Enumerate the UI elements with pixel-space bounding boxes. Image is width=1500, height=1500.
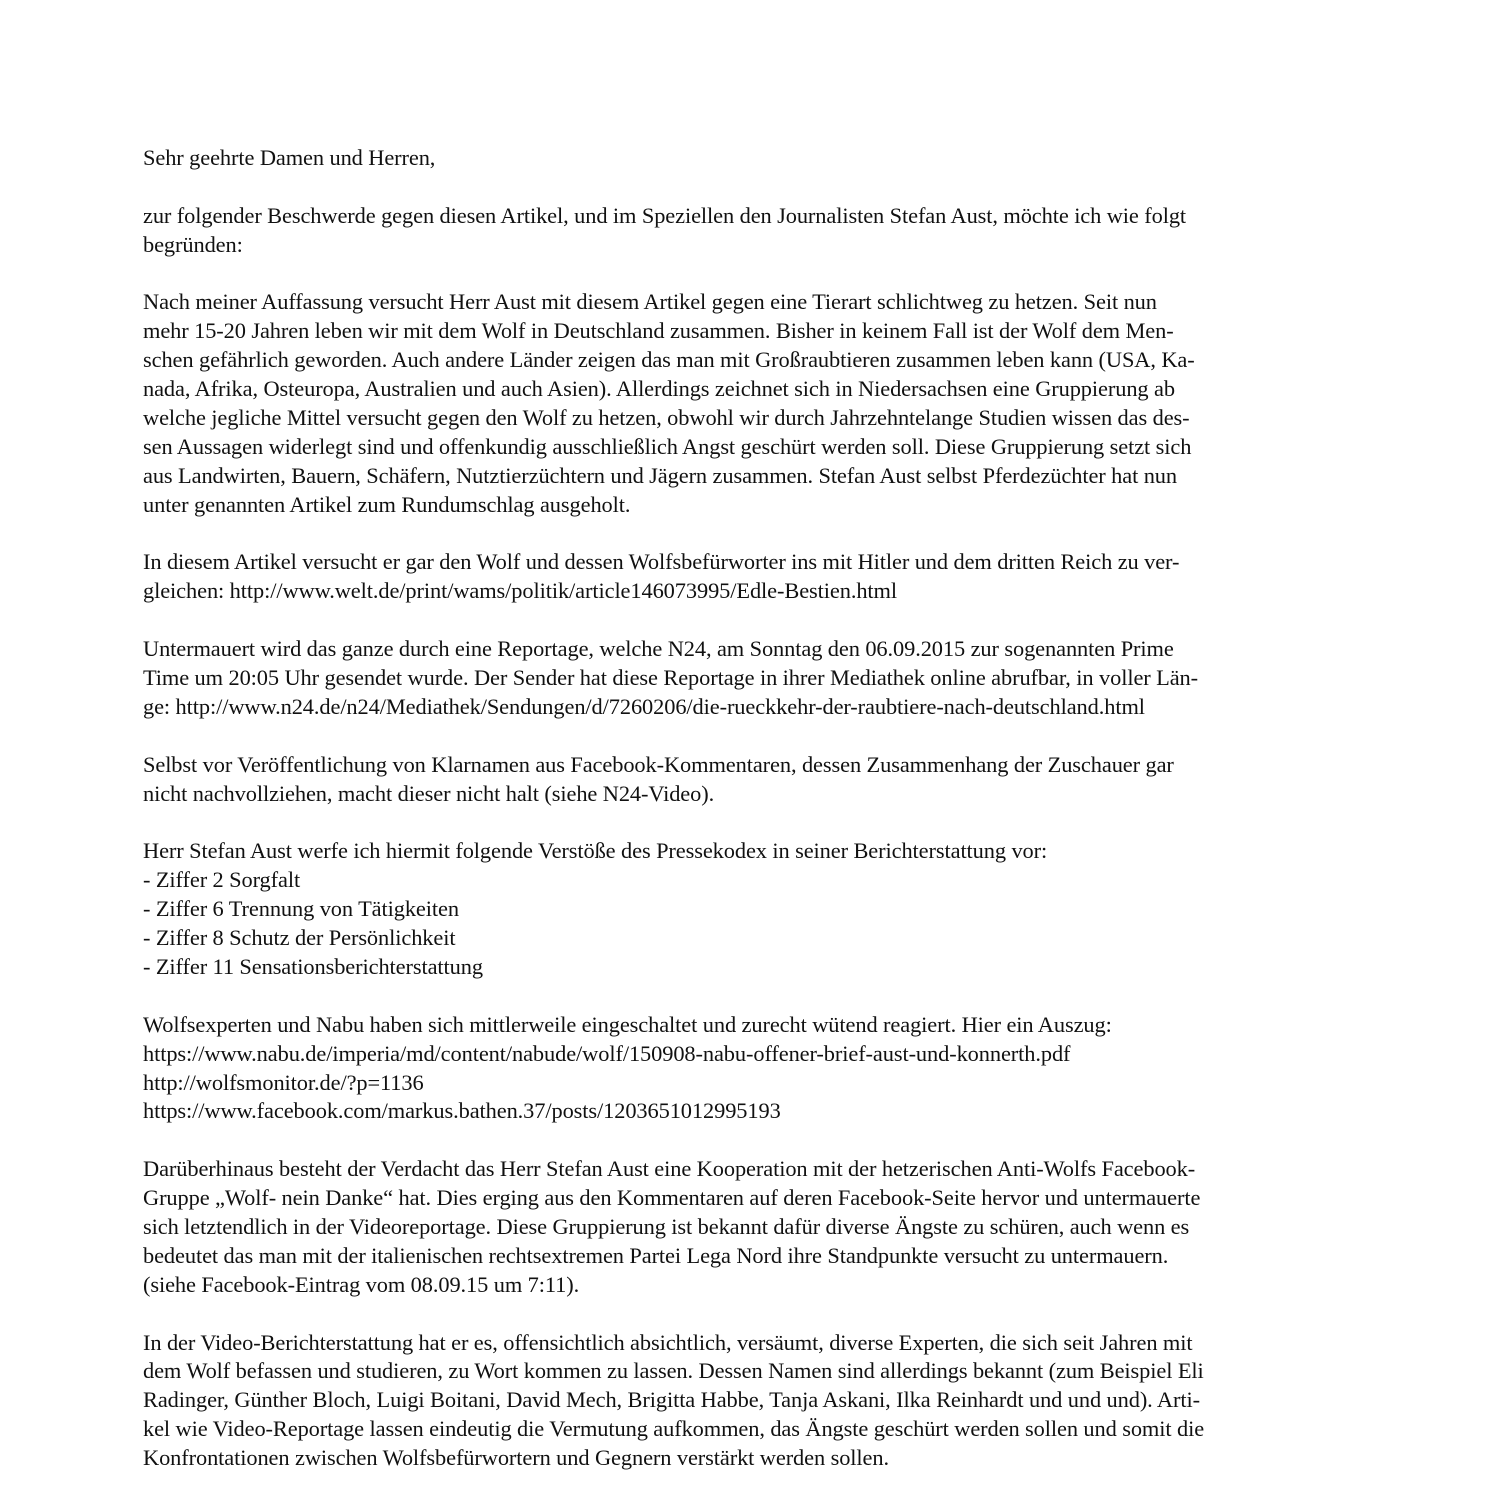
paragraph-reportage [143, 635, 1358, 722]
text-line-with-url: gleichen: http://www.welt.de/print/wams/politik/article146073995/Edle-Bestien.html [143, 578, 897, 604]
paragraph-gap [143, 982, 1358, 1011]
text-line: dem Wolf befassen und studieren, zu Wort kommen zu lassen. Dessen Namen sind allerdings bekannt (zum Beispiel Eli [143, 1358, 1204, 1384]
text-line: Nach meiner Auffassung versucht Herr Aust mit diesem Artikel gegen eine Tierart schlichtweg zu hetzen. Seit nun [143, 289, 1157, 315]
text-line: Wolfsexperten und Nabu haben sich mittlerweile eingeschaltet und zurecht wütend reagiert. Hier ein Auszug: [143, 1011, 1112, 1037]
text-line: aus Landwirten, Bauern, Schäfern, Nutztierzüchtern und Jägern zusammen. Stefan Aust selbst Pferdezüchter hat nun [143, 462, 1177, 488]
text-line-with-url: ge: http://www.n24.de/n24/Mediathek/Sendungen/d/7260206/die-rueckkehr-der-raubtiere-nach-deutschland.html [143, 693, 1145, 719]
paragraph-argument [143, 288, 1358, 519]
text-line: bedeutet das man mit der italienischen rechtsextremen Partei Lega Nord ihre Standpunkte versucht zu untermauern. [143, 1242, 1169, 1268]
paragraph-gap [143, 722, 1358, 751]
paragraph-violations [143, 837, 1358, 981]
text-line: (siehe Facebook-Eintrag vom 08.09.15 um 7:11). [143, 1271, 580, 1297]
paragraph-klarnamen [143, 751, 1358, 809]
paragraph-gap [143, 1126, 1358, 1155]
text-line: zur folgender Beschwerde gegen diesen Artikel, und im Speziellen den Journalisten Stefan Aust, möchte ich wie folgt [143, 202, 1187, 228]
paragraph-comparison [143, 548, 1358, 606]
paragraph-experts [143, 1011, 1358, 1127]
text-line: Time um 20:05 Uhr gesendet wurde. Der Sender hat diese Reportage in ihrer Mediathek online abrufbar, in voller Län- [143, 665, 1198, 691]
text-line: welche jegliche Mittel versucht gegen den Wolf zu hetzen, obwohl wir durch Jahrzehntelange Studien wissen das des- [143, 405, 1190, 431]
document-page [143, 144, 1358, 1473]
text-line: begründen: [143, 231, 243, 257]
paragraph-gap [143, 520, 1358, 549]
list-item: - Ziffer 6 Trennung von Tätigkeiten [143, 896, 459, 922]
url-line: https://www.nabu.de/imperia/md/content/nabude/wolf/150908-nabu-offener-brief-aust-und-konnerth.pdf [143, 1040, 1071, 1066]
text-line: nicht nachvollziehen, macht dieser nicht halt (siehe N24-Video). [143, 780, 715, 806]
text-line: schen gefährlich geworden. Auch andere Länder zeigen das man mit Großraubtieren zusammen leben kann (USA, Ka- [143, 347, 1195, 373]
text-line: nada, Afrika, Osteuropa, Australien und auch Asien). Allerdings zeichnet sich in Niedersachsen eine Gruppierung ab [143, 376, 1175, 402]
paragraph-gap [143, 260, 1358, 289]
text-line: Gruppe „Wolf- nein Danke“ hat. Dies erging aus den Kommentaren auf deren Facebook-Seite hervor und untermauerte [143, 1185, 1201, 1211]
text-line: Herr Stefan Aust werfe ich hiermit folgende Verstöße des Pressekodex in seiner Berichterstattung vor: [143, 838, 1048, 864]
text-line: Untermauert wird das ganze durch eine Reportage, welche N24, am Sonntag den 06.09.2015 zur sogenannten Prime [143, 636, 1174, 662]
paragraph-gap [143, 606, 1358, 635]
text-line: In diesem Artikel versucht er gar den Wolf und dessen Wolfsbefürworter ins mit Hitler und dem dritten Reich zu ver- [143, 549, 1180, 575]
list-item: - Ziffer 2 Sorgfalt [143, 867, 301, 893]
salutation: Sehr geehrte Damen und Herren, [143, 145, 436, 170]
url-line: http://wolfsmonitor.de/?p=1136 [143, 1069, 424, 1095]
list-item: - Ziffer 11 Sensationsberichterstattung [143, 953, 483, 979]
paragraph-gap [143, 1300, 1358, 1329]
text-line: Selbst vor Veröffentlichung von Klarnamen aus Facebook-Kommentaren, dessen Zusammenhang der Zuschauer gar [143, 751, 1174, 777]
list-item: - Ziffer 8 Schutz der Persönlichkeit [143, 925, 456, 951]
paragraph-suspicion [143, 1155, 1358, 1299]
text-line: mehr 15-20 Jahren leben wir mit dem Wolf in Deutschland zusammen. Bisher in keinem Fall ist der Wolf dem Men- [143, 318, 1174, 344]
text-line: Radinger, Günther Bloch, Luigi Boitani, David Mech, Brigitta Habbe, Tanja Askani, Ilka Reinhardt und und und). Arti- [143, 1387, 1200, 1413]
text-line: unter genannten Artikel zum Rundumschlag ausgeholt. [143, 491, 631, 517]
text-line: kel wie Video-Reportage lassen eindeutig die Vermutung aufkommen, das Ängste geschürt werden sollen und somit die [143, 1416, 1205, 1442]
text-line: In der Video-Berichterstattung hat er es, offensichtlich absichtlich, versäumt, diverse Experten, die sich seit Jahren mit [143, 1329, 1193, 1355]
text-line: sen Aussagen widerlegt sind und offenkundig ausschließlich Angst geschürt werden soll. Diese Gruppierung setzt sich [143, 433, 1192, 459]
paragraph-intro [143, 202, 1358, 260]
url-line: https://www.facebook.com/markus.bathen.37/posts/1203651012995193 [143, 1098, 781, 1124]
text-line: Konfrontationen zwischen Wolfsbefürwortern und Gegnern verstärkt werden sollen. [143, 1445, 889, 1471]
paragraph-conclusion [143, 1329, 1358, 1473]
text-line: Darüberhinaus besteht der Verdacht das Herr Stefan Aust eine Kooperation mit der hetzerischen Anti-Wolfs Facebook- [143, 1156, 1196, 1182]
text-line: sich letztendlich in der Videoreportage. Diese Gruppierung ist bekannt dafür diverse Ängste zu schüren, auch wenn es [143, 1213, 1190, 1239]
paragraph-gap [143, 808, 1358, 837]
paragraph-gap [143, 173, 1358, 202]
